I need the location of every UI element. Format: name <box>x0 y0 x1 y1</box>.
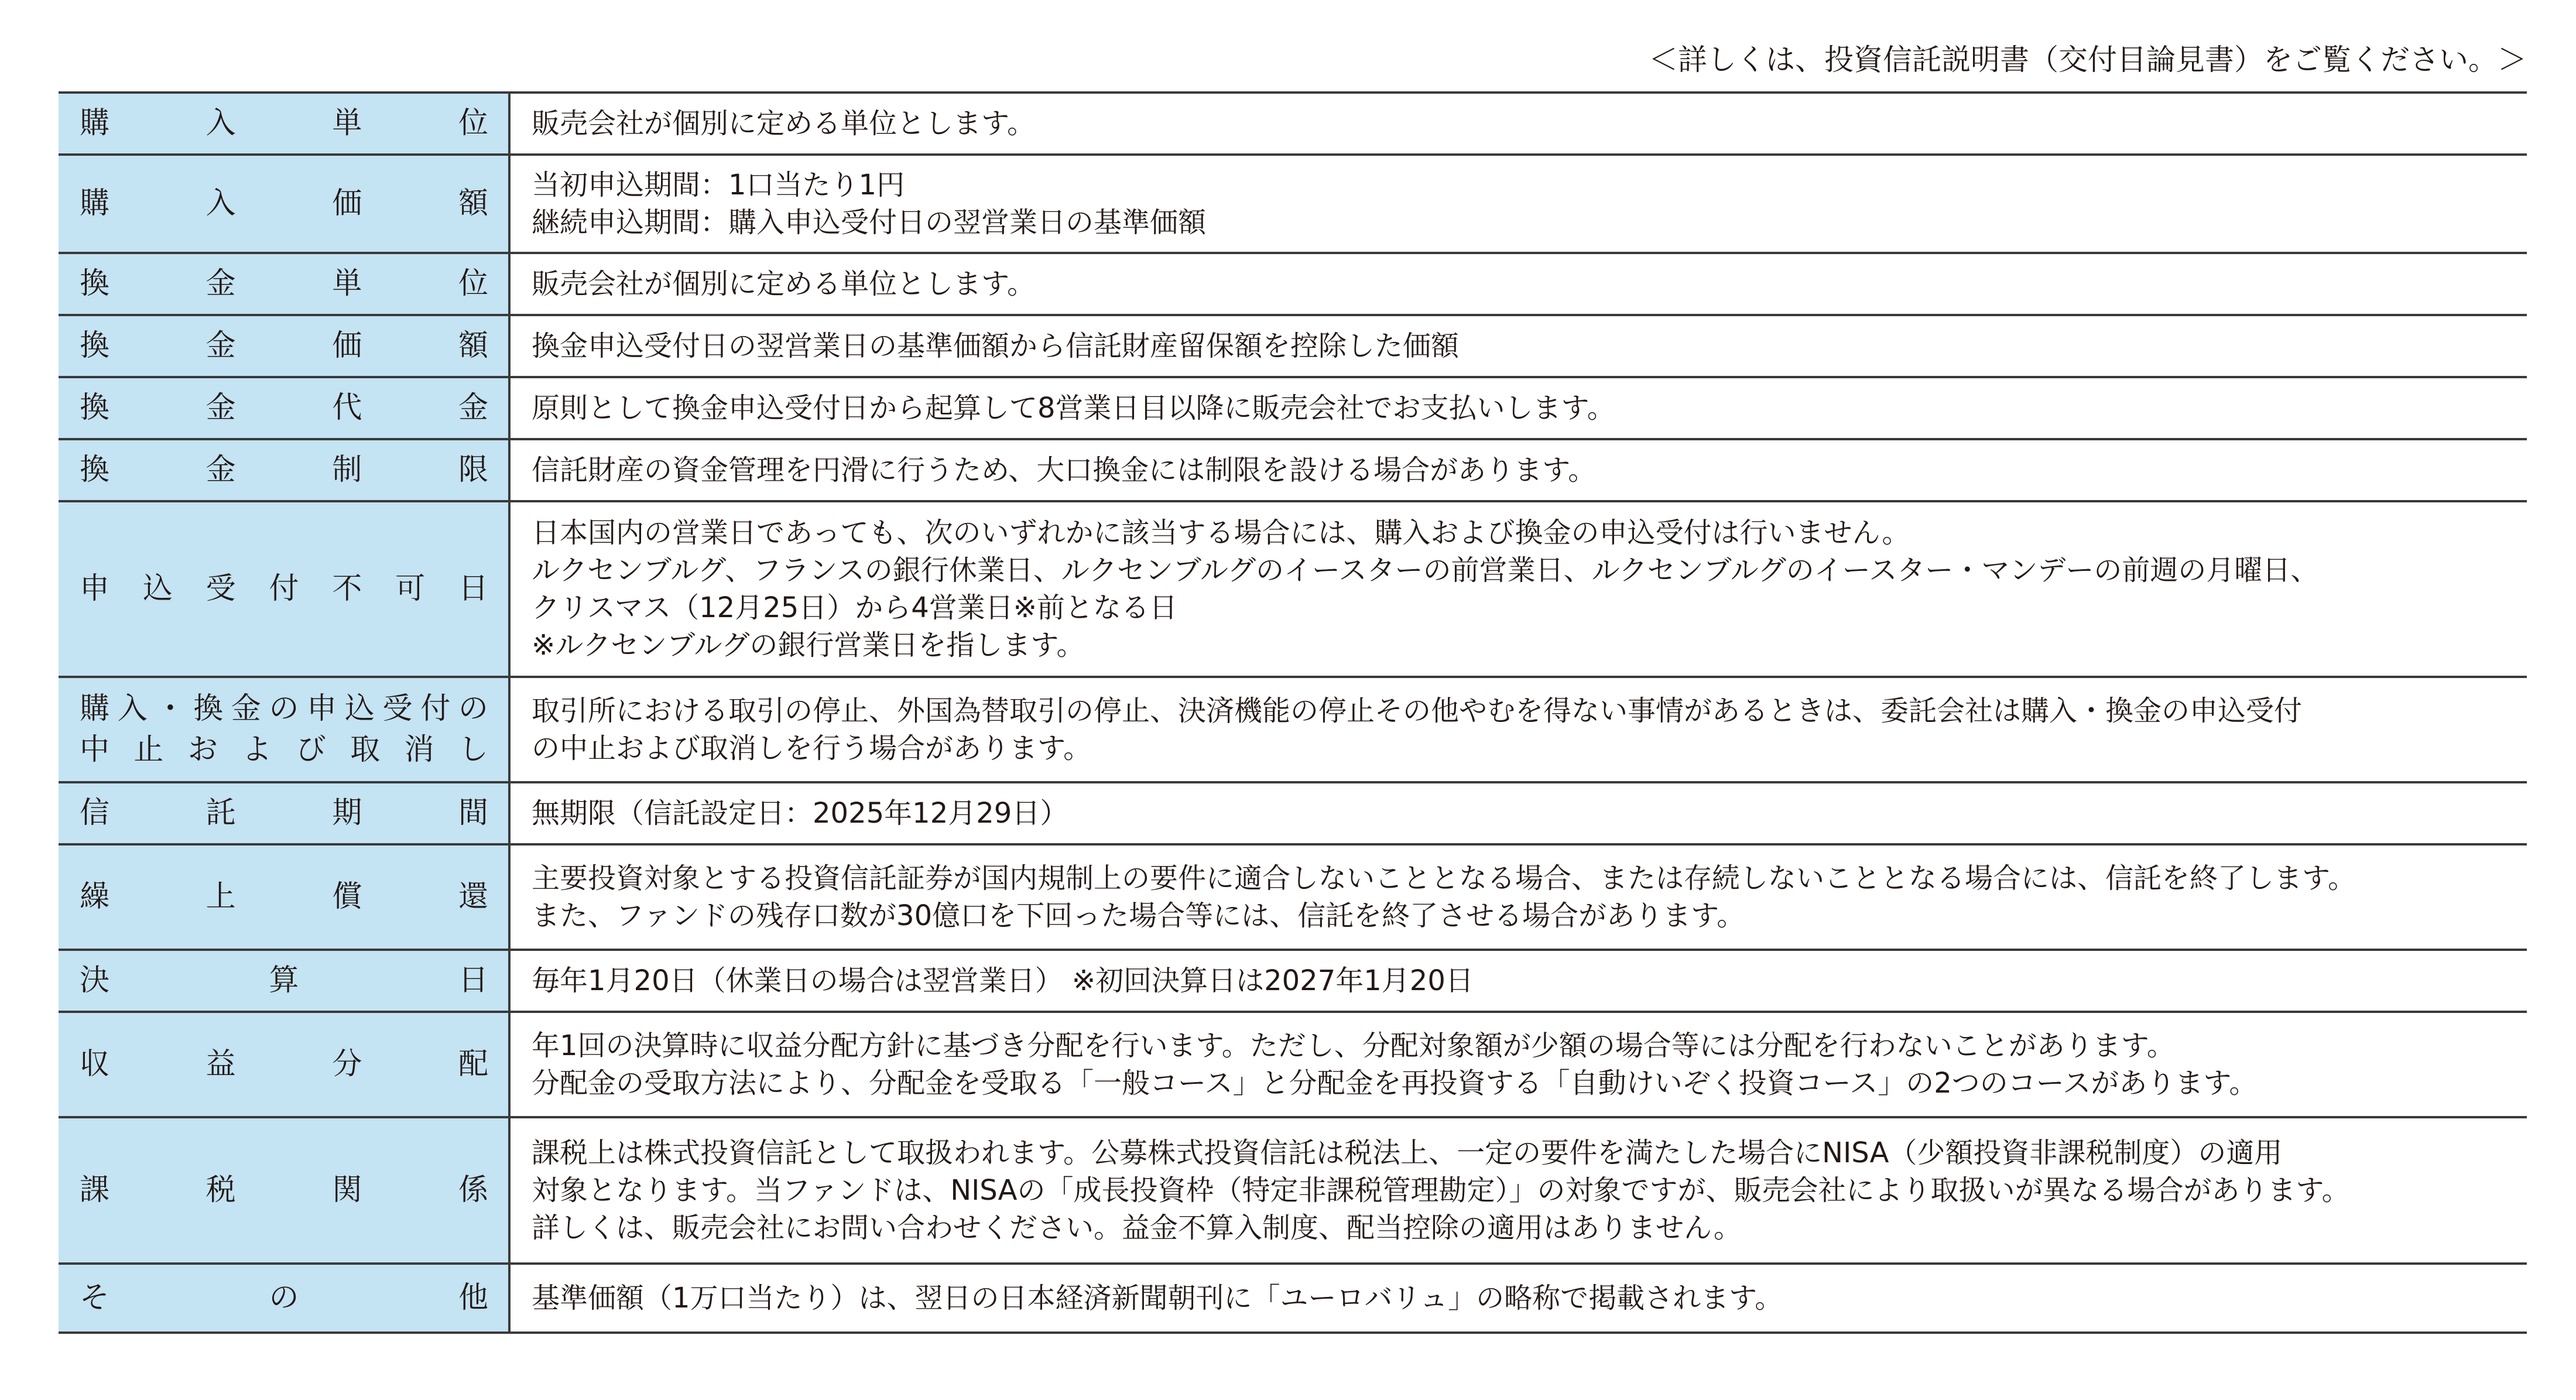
row-label-text: 決 算 日 <box>80 963 488 998</box>
row-content-line: ※ルクセンブルグの銀行営業日を指します。 <box>532 629 1085 662</box>
row-content <box>511 1118 2527 1262</box>
row-content-line: 販売会社が個別に定める単位とします。 <box>532 107 1036 140</box>
table-row <box>59 254 2527 316</box>
row-label-text: 換 金 価 額 <box>80 328 488 363</box>
table-row <box>59 316 2527 378</box>
row-content-line: 換金申込受付日の翌営業日の基準価額から信託財産留保額を控除した価額 <box>532 330 1460 362</box>
row-content <box>511 316 2527 376</box>
row-label <box>59 156 511 252</box>
table-row <box>59 1013 2527 1118</box>
row-content <box>511 378 2527 438</box>
row-label <box>59 316 511 376</box>
row-label <box>59 783 511 843</box>
row-label <box>59 502 511 676</box>
row-content <box>511 951 2527 1011</box>
table-row <box>59 440 2527 502</box>
row-label-text: 購 入 ・ 換 金 の 申 込 受 付 の <box>80 692 488 726</box>
row-content-line: の中止および取消しを行う場合があります。 <box>532 732 1092 765</box>
row-label <box>59 378 511 438</box>
row-content-line: 課税上は株式投資信託として取扱われます。公募株式投資信託は税法上、一定の要件を満たした場合にNISA（少額投資非課税制度）の適用 <box>532 1137 2283 1169</box>
row-content-line: ルクセンブルグ、フランスの銀行休業日、ルクセンブルグのイースターの前営業日、ルクセンブルグのイースター・マンデーの前週の月曜日、 <box>532 554 2319 587</box>
row-label-text: 換 金 単 位 <box>80 266 488 301</box>
table-row <box>59 1265 2527 1334</box>
row-label-text: 購 入 価 額 <box>80 186 488 221</box>
table-row <box>59 94 2527 156</box>
table-row <box>59 156 2527 254</box>
row-label-text: そ の 他 <box>80 1281 488 1315</box>
prospectus-note: ＜詳しくは、投資信託説明書（交付目論見書）をご覧ください。＞ <box>1649 43 2527 77</box>
row-content <box>511 156 2527 252</box>
row-label <box>59 440 511 500</box>
row-label <box>59 1265 511 1331</box>
row-content-line: 信託財産の資金管理を円滑に行うため、大口換金には制限を設ける場合があります。 <box>532 454 1597 487</box>
row-label <box>59 846 511 949</box>
fund-terms-table <box>59 91 2527 1334</box>
row-content-line: また、ファンドの残存口数が30億口を下回った場合等には、信託を終了させる場合があります。 <box>532 899 1745 932</box>
row-content-line: クリスマス（12月25日）から4営業日※前となる日 <box>532 591 1177 624</box>
row-content <box>511 440 2527 500</box>
row-content-line: 原則として換金申込受付日から起算して8営業日目以降に販売会社でお支払いします。 <box>532 392 1615 425</box>
row-label <box>59 951 511 1011</box>
row-content-line: 主要投資対象とする投資信託証券が国内規制上の要件に適合しないこととなる場合、または存続しないこととなる場合には、信託を終了します。 <box>532 862 2356 895</box>
row-content-line: 基準価額（1万口当たり）は、翌日の日本経済新聞朝刊に「ユーロバリュ」の略称で掲載されます。 <box>532 1282 1783 1315</box>
row-content <box>511 502 2527 676</box>
table-row <box>59 502 2527 678</box>
row-label-text: 中 止 お よ び 取 消 し <box>80 732 488 767</box>
row-label-text: 収 益 分 配 <box>80 1047 488 1081</box>
row-content <box>511 1265 2527 1331</box>
row-label <box>59 678 511 781</box>
row-content-line: 継続申込期間：購入申込受付日の翌営業日の基準価額 <box>532 206 1207 239</box>
table-row <box>59 951 2527 1013</box>
row-label <box>59 1118 511 1262</box>
table-row <box>59 678 2527 783</box>
row-label <box>59 94 511 153</box>
row-content-line: 日本国内の営業日であっても、次のいずれかに該当する場合には、購入および換金の申込受付は行いません。 <box>532 516 1910 549</box>
row-content <box>511 678 2527 781</box>
table-row <box>59 378 2527 440</box>
row-label-text: 繰 上 償 還 <box>80 879 488 914</box>
row-content <box>511 783 2527 843</box>
row-content-line: 年1回の決算時に収益分配方針に基づき分配を行います。ただし、分配対象額が少額の場合等には分配を行わないことがあります。 <box>532 1029 2175 1062</box>
row-content <box>511 846 2527 949</box>
row-content-line: 無期限（信託設定日：2025年12月29日） <box>532 797 1068 830</box>
row-content-line: 分配金の受取方法により、分配金を受取る「一般コース」と分配金を再投資する「自動けいぞく投資コース」の2つのコースがあります。 <box>532 1067 2258 1100</box>
row-label-text: 換 金 代 金 <box>80 391 488 425</box>
table-row <box>59 783 2527 846</box>
row-content <box>511 94 2527 153</box>
row-content <box>511 254 2527 314</box>
row-content-line: 詳しくは、販売会社にお問い合わせください。益金不算入制度、配当控除の適用はありません。 <box>532 1211 1742 1244</box>
row-content-line: 販売会社が個別に定める単位とします。 <box>532 268 1036 300</box>
row-label-text: 課 税 関 係 <box>80 1173 488 1207</box>
table-row <box>59 846 2527 951</box>
row-label <box>59 1013 511 1116</box>
row-label-text: 信 託 期 間 <box>80 796 488 830</box>
row-label-text: 換 金 制 限 <box>80 453 488 487</box>
row-content-line: 取引所における取引の停止、外国為替取引の停止、決済機能の停止その他やむを得ない事情があるときは、委託会社は購入・換金の申込受付 <box>532 694 2303 727</box>
row-content-line: 毎年1月20日（休業日の場合は翌営業日） ※初回決算日は2027年1月20日 <box>532 964 1474 997</box>
row-label-text: 申 込 受 付 不 可 日 <box>80 571 488 606</box>
table-row <box>59 1118 2527 1265</box>
row-content-line: 当初申込期間：1口当たり1円 <box>532 169 905 201</box>
row-content-line: 対象となります。当ファンドは、NISAの「成長投資枠（特定非課税管理勘定）」の対象ですが、販売会社により取扱いが異なる場合があります。 <box>532 1174 2350 1207</box>
row-content <box>511 1013 2527 1116</box>
row-label <box>59 254 511 314</box>
row-label-text: 購 入 単 位 <box>80 106 488 141</box>
